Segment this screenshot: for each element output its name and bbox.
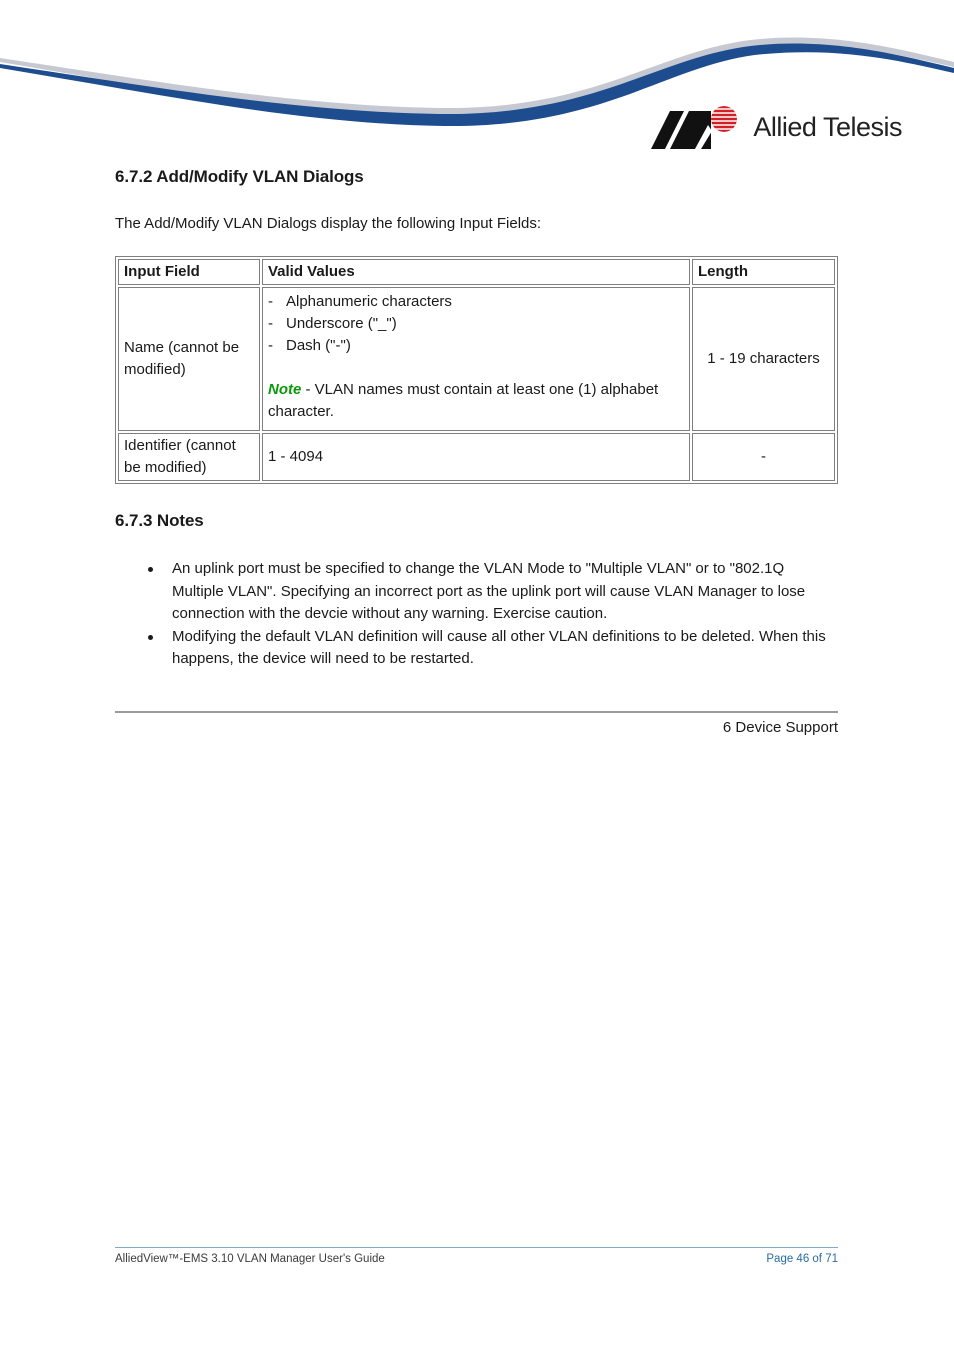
note-label: Note [268,381,302,398]
chapter-reference-label: 6 Device Support [722,718,838,736]
list-item: - Dash ("-") [268,335,684,357]
cell-length-name: 1 - 19 characters [692,287,835,431]
section-heading-add-modify-vlan-dialogs: 6.7.2 Add/Modify VLAN Dialogs [115,167,364,186]
valid-values-list [268,289,684,429]
intro-paragraph: The Add/Modify VLAN Dialogs display the following Input Fields: [115,215,542,232]
section-heading-notes: 6.7.3 Notes [115,511,204,530]
page-footer [115,1247,838,1265]
cell-valid-values-name [262,287,690,431]
page-content [115,0,838,736]
list-item: - Underscore ("_") [268,313,684,335]
note-bullet: An uplink port must be specified to change the VLAN Mode to "Multiple VLAN" or to "802.1Q Multiple VLAN". Specifying an incorrect port as the uplink port will cause VLAN Manager to lose connection with the devcie without any warning. Exercise caution. [172,558,838,626]
note-bullet: Modifying the default VLAN definition will cause all other VLAN definitions to be deleted. When this happens, the device will need to be restarted. [172,626,838,671]
list-item: - Alphanumeric characters [268,291,684,313]
footer-document-title: AlliedView™-EMS 3.10 VLAN Manager User's Guide [115,1253,385,1265]
chapter-divider-rule [115,711,838,713]
table-row [118,287,835,431]
footer-page-number: Page 46 of 71 [766,1253,838,1265]
cell-valid-values-identifier: 1 - 4094 [262,433,690,481]
cell-input-field-name: Name (cannot be modified) [118,287,260,431]
column-header-valid-values: Valid Values [262,259,690,285]
input-fields-table [115,256,838,484]
notes-bullet-list [115,558,838,671]
note-text: - VLAN names must contain at least one (1) alphabet character. [268,381,659,420]
column-header-length: Length [692,259,835,285]
note-paragraph [268,379,684,427]
table-row [118,433,835,481]
logo-wordmark: Allied Telesis [753,111,902,142]
table-header-row [118,259,835,285]
cell-input-field-identifier: Identifier (cannot be modified) [118,433,260,481]
cell-length-identifier: - [692,433,835,481]
column-header-input-field: Input Field [118,259,260,285]
